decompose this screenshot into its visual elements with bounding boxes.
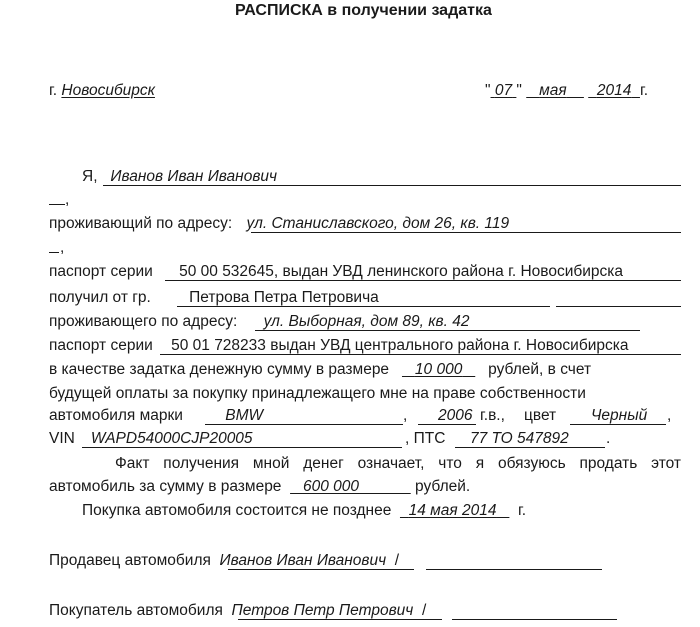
seller-address-comma: , <box>60 239 65 256</box>
seller-address-rule <box>251 232 681 233</box>
pts-value: 77 ТО 547892 <box>470 430 569 447</box>
seller-address-rule-cont <box>49 252 59 253</box>
buyer-received-label: получил от гр. <box>49 289 151 306</box>
vin-line <box>49 429 253 449</box>
seller-signature-name-rule <box>228 569 414 570</box>
car-year: 2006 <box>438 407 473 424</box>
vin-label: VIN <box>49 430 75 447</box>
seller-passport-rule <box>165 280 681 281</box>
seller-passport: 50 00 532645, выдан УВД ленинского района г. Новосибирска <box>179 263 624 280</box>
purchase-deadline: 14 мая 2014 <box>408 502 497 519</box>
deposit-line-2: будущей оплаты за покупку принадлежащего мне на праве собственности <box>49 385 586 402</box>
pts-period: . <box>606 430 611 447</box>
buyer-name-rule-2 <box>556 306 681 307</box>
buyer-signature-name: Петров Петр Петрович <box>231 602 414 619</box>
buyer-address-label: проживающего по адресу: <box>49 313 238 330</box>
obligation-line-1: Факт получения мной денег означает, что я обязуюсь продать этот <box>115 455 681 472</box>
city-line <box>49 81 155 101</box>
buyer-line <box>49 288 379 308</box>
deposit-line-1: в качестве задатка денежную сумму в размере 10 000 рублей, в счет <box>49 361 592 378</box>
buyer-signature-rule <box>452 619 617 620</box>
date-suffix: г. <box>639 82 649 99</box>
date-year: 2014 <box>596 82 632 99</box>
car-color-rule <box>570 424 666 425</box>
seller-signature-rule <box>426 569 602 570</box>
car-brand: BMW <box>225 407 264 424</box>
buyer-passport-rule <box>160 354 681 355</box>
pts-label: , ПТС <box>405 430 446 447</box>
date-month: мая <box>539 82 567 99</box>
seller-signature-line: Продавец автомобиля Иванов Иван Иванович / <box>49 552 400 569</box>
seller-intro: Я, Иванов Иван Иванович <box>82 168 278 185</box>
date-day: 07 <box>494 82 513 99</box>
buyer-signature-label: Покупатель автомобиля <box>49 602 223 619</box>
car-year-suffix: г.в., <box>480 407 505 424</box>
obligation-line-2: автомобиль за сумму в размере 600 000 рублей. <box>49 478 471 495</box>
city-value: Новосибирск <box>61 82 155 99</box>
buyer-address-rule <box>255 330 640 331</box>
brand-comma: , <box>403 407 408 424</box>
car-brand-label: автомобиля марки <box>49 407 183 424</box>
seller-address: ул. Станиславского, дом 26, кв. 119 <box>246 215 510 232</box>
seller-signature-label: Продавец автомобиля <box>49 552 211 569</box>
seller-signature-name: Иванов Иван Иванович <box>219 552 387 569</box>
buyer-signature-name-rule <box>238 619 442 620</box>
seller-name-rule <box>103 185 681 186</box>
date-quote-close: " <box>516 82 522 99</box>
purchase-line: Покупка автомобиля состоится не позднее 14 мая 2014 г. <box>82 502 527 519</box>
sale-sum: 600 000 <box>302 478 360 495</box>
seller-name: Иванов Иван Иванович <box>110 168 278 185</box>
buyer-name-rule <box>177 306 550 307</box>
pts-rule <box>455 447 605 448</box>
document-title: РАСПИСКА в получении задатка <box>235 2 492 19</box>
seller-comma: , <box>65 191 70 208</box>
buyer-name: Петрова Петра Петровича <box>189 289 379 306</box>
seller-passport-label: паспорт серии <box>49 263 153 280</box>
city-prefix: г. <box>49 82 58 99</box>
car-color: Черный <box>591 407 648 424</box>
buyer-passport-label: паспорт серии <box>49 337 153 354</box>
car-year-rule <box>418 424 476 425</box>
buyer-address-line <box>49 312 470 332</box>
date-quote-open: " <box>485 82 491 99</box>
buyer-passport-line <box>49 336 628 356</box>
seller-address-line <box>49 214 509 234</box>
date-line <box>485 81 648 101</box>
seller-name-rule-cont <box>49 204 65 205</box>
car-brand-rule <box>205 424 403 425</box>
car-color-label: цвет <box>524 407 557 424</box>
seller-address-label: проживающий по адресу: <box>49 215 233 232</box>
buyer-passport: 50 01 728233 выдан УВД центрального района г. Новосибирска <box>171 337 629 354</box>
buyer-address: ул. Выборная, дом 89, кв. 42 <box>263 313 470 330</box>
vin-value: WAPD54000CJP20005 <box>90 430 253 447</box>
buyer-signature-line: Покупатель автомобиля Петров Петр Петрович / <box>49 602 427 619</box>
color-comma: , <box>667 407 672 424</box>
vin-rule <box>82 447 402 448</box>
deposit-amount: 10 000 <box>414 361 463 378</box>
seller-passport-line <box>49 262 623 282</box>
car-brand-line <box>49 406 263 426</box>
